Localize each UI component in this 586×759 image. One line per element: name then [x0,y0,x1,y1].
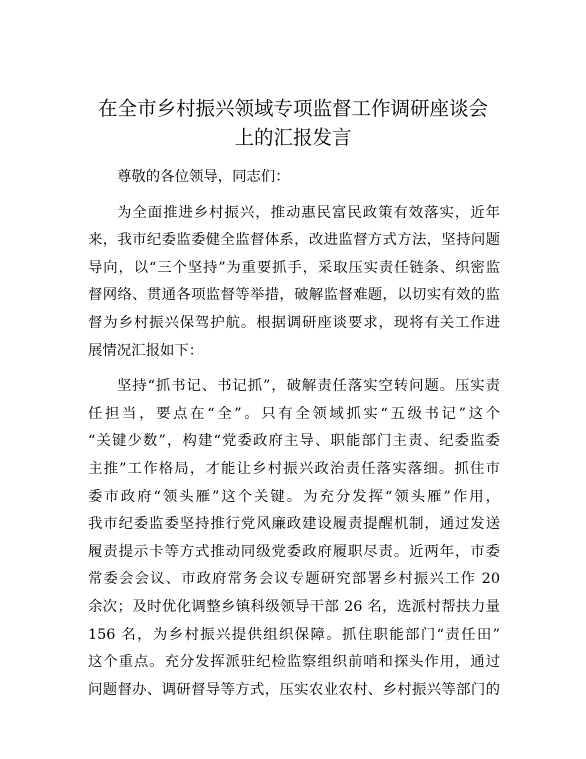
title-line: 上的汇报发言 [234,126,352,149]
document-body [88,164,500,712]
body-line: 我市纪委监委坚持推行党风廉政建设履责提醒机制，通过发送 [88,516,500,533]
body-line: 委市政府“领头雁”这个关键。为充分发挥“领头雁”作用， [88,488,500,505]
salutation-paragraph [88,164,500,192]
body-line: 履责提示卡等方式推动同级党委政府履职尽责。近两年，市委 [88,543,500,560]
body-line: 导向，以“三个坚持”为重要抓手，采取压实责任链条、织密监 [88,259,500,276]
document-title [84,94,502,152]
body-line: “关键少数”，构建“党委政府主导、职能部门主责、纪委监委 [88,433,500,450]
body-line: 156 名，为乡村振兴提供组织保障。抓住职能部门“责任田” [88,626,500,643]
body-line: 这个重点。充分发挥派驻纪检监察组织前哨和探头作用，通过 [88,654,500,671]
body-line: 为全面推进乡村振兴，推动惠民富民政策有效落实，近年 [117,204,500,221]
body-line: 来，我市纪委监委健全监督体系，改进监督方式方法，坚持问题 [88,232,500,249]
body-line: 常委会会议、市政府常务会议专题研究部署乡村振兴工作 20 [88,571,500,588]
title-line: 在全市乡村振兴领域专项监督工作调研座谈会 [97,97,488,120]
body-line: 督网络、贯通各项监督等举措，破解监督难题，以切实有效的监 [88,287,500,304]
body-line: 坚持“抓书记、书记抓”，破解责任落实空转问题。压实责 [117,378,500,395]
body-line: 督为乡村振兴保驾护航。根据调研座谈要求，现将有关工作进 [88,314,500,331]
body-line: 余次；及时优化调整乡镇科级领导干部 26 名，选派村帮扶力量 [88,598,500,615]
section-paragraph [88,373,500,704]
intro-paragraph [88,200,500,366]
body-line: 尊敬的各位领导，同志们： [117,169,290,185]
body-line: 问题督办、调研督导等方式，压实农业农村、乡村振兴等部门的 [88,681,500,698]
body-line: 展情况汇报如下： [88,342,204,359]
body-line: 主推”工作格局，才能让乡村振兴政治责任落实落细。抓住市 [88,460,500,477]
body-line: 任担当，要点在“全”。只有全领域抓实“五级书记”这个 [88,405,500,422]
